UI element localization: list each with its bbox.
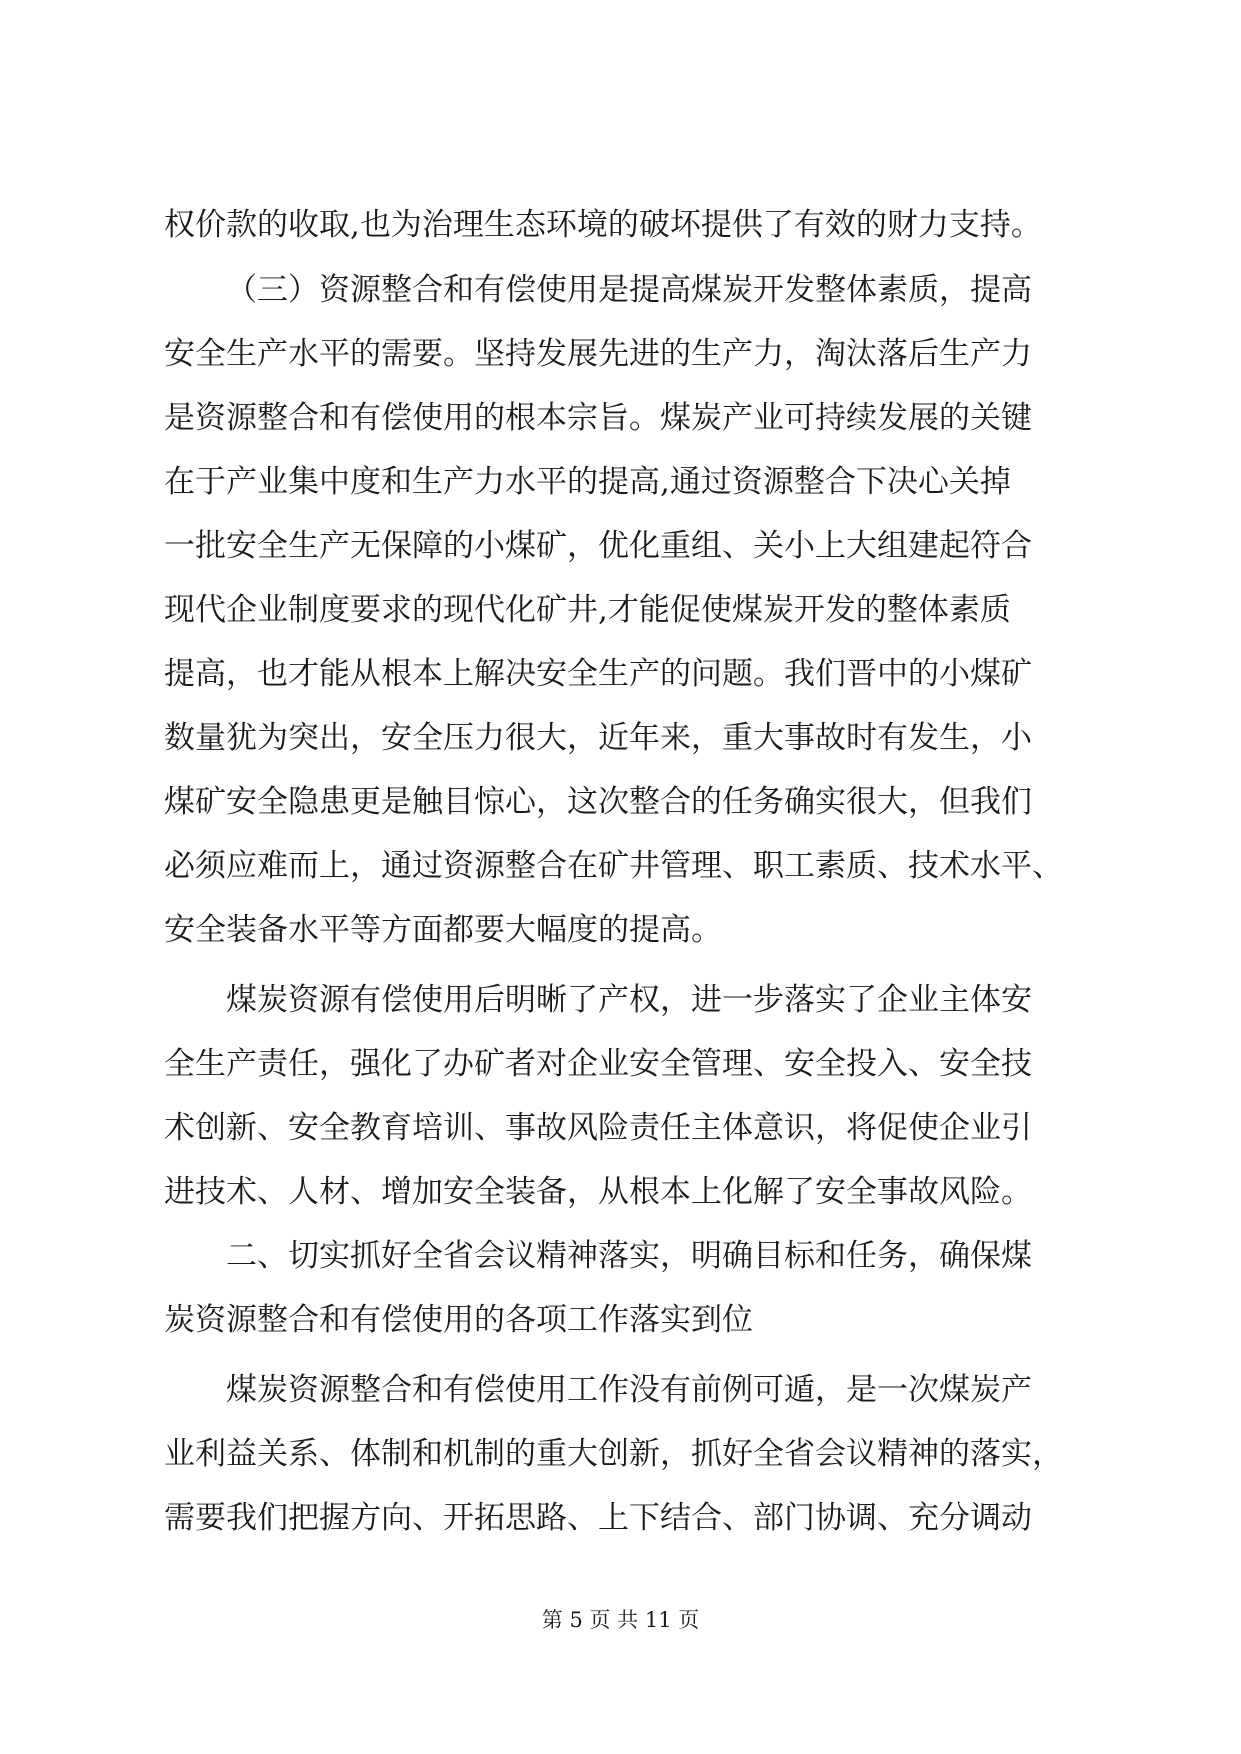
text-line: 业利益关系、体制和机制的重大创新，抓好全省会议精神的落实，	[164, 1436, 1063, 1472]
text-line: 术创新、安全教育培训、事故风险责任主体意识，将促使企业引	[164, 1110, 1032, 1146]
text-line: 一批安全生产无保障的小煤矿，优化重组、关小上大组建起符合	[164, 528, 1032, 564]
text-line: 是资源整合和有偿使用的根本宗旨。煤炭产业可持续发展的关键	[164, 400, 1032, 436]
text-line: 现代企业制度要求的现代化矿井,才能促使煤炭开发的整体素质	[164, 592, 1011, 628]
section-heading: 炭资源整合和有偿使用的各项工作落实到位	[164, 1302, 753, 1338]
text-line: 进技术、人材、增加安全装备，从根本上化解了安全事故风险。	[164, 1174, 1032, 1210]
section-heading: 二、切实抓好全省会议精神落实，明确目标和任务，确保煤	[226, 1238, 1032, 1274]
text-line: 必须应难而上，通过资源整合在矿井管理、职工素质、技术水平、	[164, 848, 1063, 884]
text-line: 煤炭资源有偿使用后明晰了产权，进一步落实了企业主体安	[226, 982, 1032, 1018]
text-line: 权价款的收取,也为治理生态环境的破坏提供了有效的财力支持。	[164, 207, 1042, 243]
text-line: 提高，也才能从根本上解决安全生产的问题。我们晋中的小煤矿	[164, 656, 1032, 692]
text-line: 安全装备水平等方面都要大幅度的提高。	[164, 912, 722, 948]
text-line: 煤炭资源整合和有偿使用工作没有前例可遁，是一次煤炭产	[226, 1372, 1032, 1408]
text-line: 安全生产水平的需要。坚持发展先进的生产力，淘汰落后生产力	[164, 336, 1032, 372]
text-line: （三）资源整合和有偿使用是提高煤炭开发整体素质，提高	[226, 272, 1032, 308]
text-line: 煤矿安全隐患更是触目惊心，这次整合的任务确实很大，但我们	[164, 784, 1032, 820]
text-line: 需要我们把握方向、开拓思路、上下结合、部门协调、充分调动	[164, 1500, 1032, 1536]
text-line: 全生产责任，强化了办矿者对企业安全管理、安全投入、安全技	[164, 1046, 1032, 1082]
page-number-footer: 第 5 页 共 11 页	[541, 1608, 700, 1632]
text-line: 在于产业集中度和生产力水平的提高,通过资源整合下决心关掉	[164, 464, 1011, 500]
text-line: 数量犹为突出，安全压力很大，近年来，重大事故时有发生，小	[164, 720, 1032, 756]
